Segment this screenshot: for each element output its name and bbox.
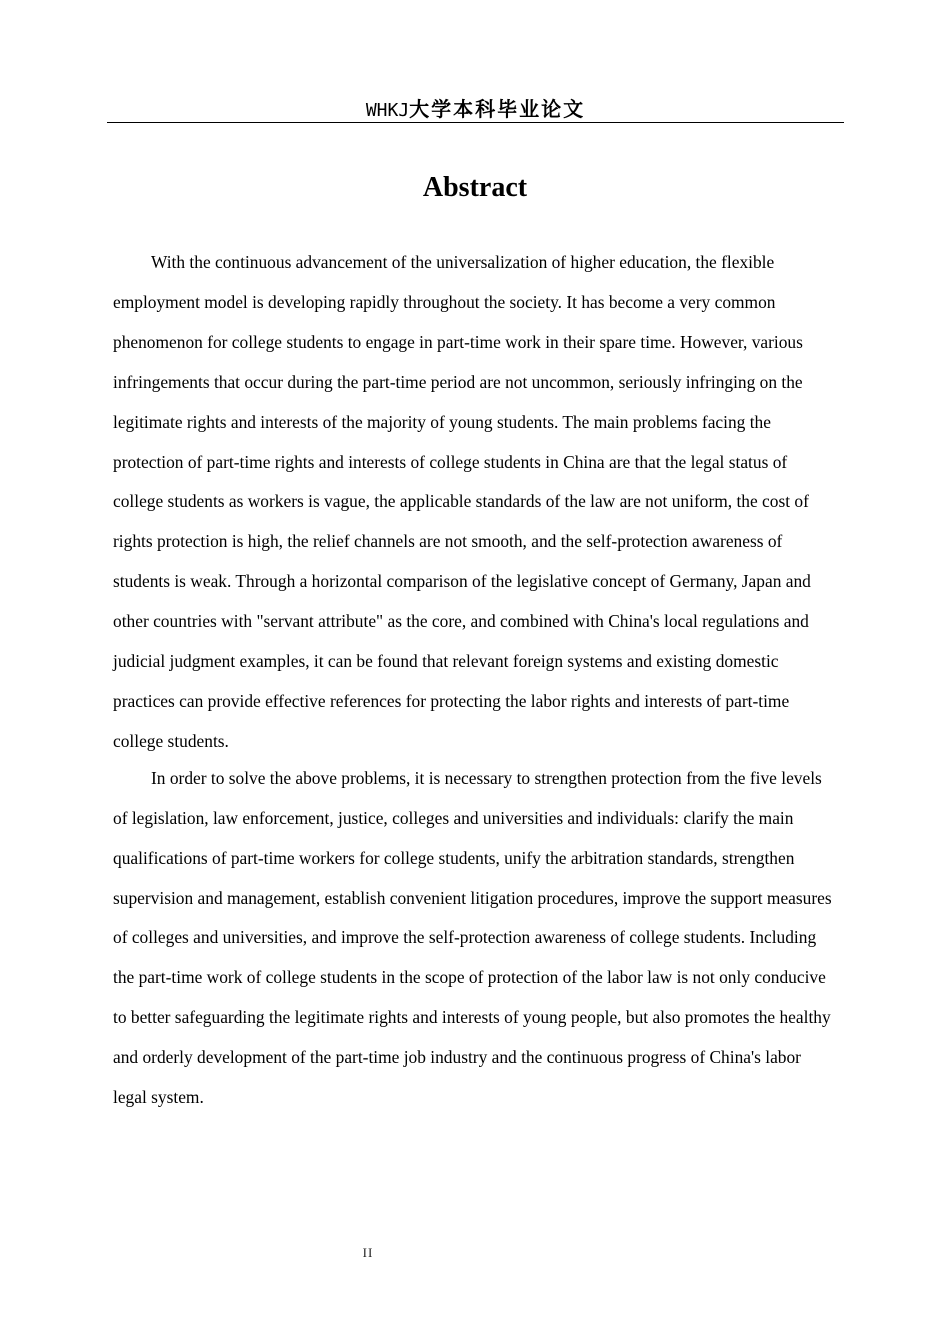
abstract-paragraph-1: With the continuous advancement of the universalization of higher education, the flexible employment model is developing rapidly throughout the society. It has become a very common phenomenon for college students to engage in part-time work in their spare time. However, various infringements that occur during the part-time period are not uncommon, seriously infringing on the legitimate rights and interests of the majority of young students. The main problems facing the protection of part-time rights and interests of college students in China are that the legal status of college students as workers is vague, the applicable standards of the law are not uniform, the cost of rights protection is high, the relief channels are not smooth, and the self-protection awareness of students is weak. Through a horizontal comparison of the legislative concept of Germany, Japan and other countries with "servant attribute" as the core, and combined with China's local regulations and judicial judgment examples, it can be found that relevant foreign systems and existing domestic practices can provide effective references for protecting the labor rights and interests of part-time college students. — [113, 252, 811, 751]
header-rule — [107, 122, 844, 123]
abstract-title: Abstract — [422, 172, 528, 203]
abstract-paragraph-2: In order to solve the above problems, it is necessary to strengthen protection from the five levels of legislation, law enforcement, justice, colleges and universities and individuals: clarify the main qualifications of part-time workers for college students, unify the arbitration standards, strengthen supervision and management, establish convenient litigation procedures, improve the support measures of colleges and universities, and improve the self-protection awareness of college students. Including the part-time work of college students in the scope of protection of the labor law is not only conducive to better safeguarding the legitimate rights and interests of young people, but also promotes the healthy and orderly development of the part-time job industry and the continuous progress of China's labor legal system. — [113, 767, 832, 1108]
running-header — [107, 96, 844, 122]
abstract-body — [113, 243, 837, 1118]
header-thesis-label: 大学本科毕业论文 — [409, 97, 586, 121]
page-number: II — [362, 1245, 374, 1260]
header-institution-code: WHKJ — [365, 100, 410, 121]
